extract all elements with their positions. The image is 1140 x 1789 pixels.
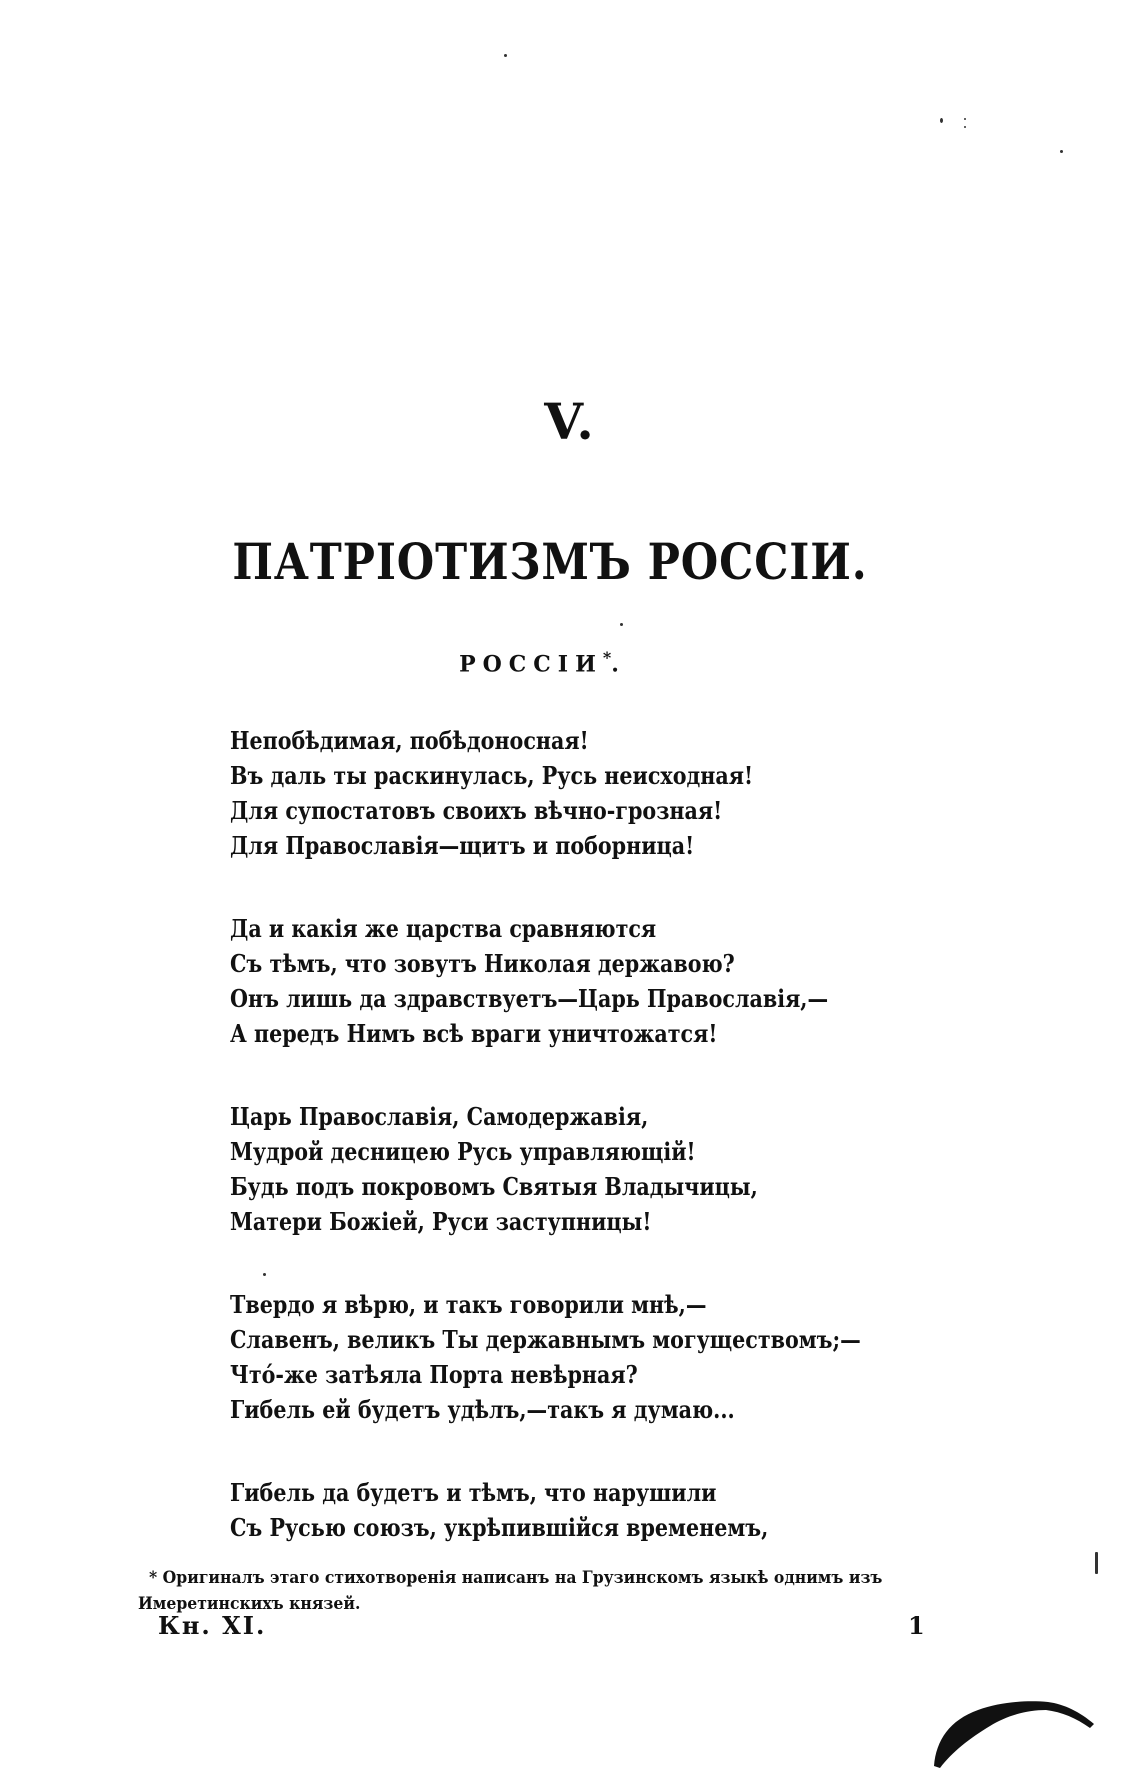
- poem-line: Для супостатовъ своихъ вѣчно-грозная!: [230, 796, 723, 825]
- scan-speck: [964, 118, 966, 120]
- footnote: * Оригиналъ этаго стихотворенія написанъ на Грузинскомъ языкѣ однимъ изъ Имеретинскихъ князей.: [138, 1568, 883, 1614]
- scan-speck: [964, 126, 966, 128]
- footnote-marker: *: [602, 648, 612, 667]
- poem-line: Съ тѣмъ, что зовутъ Николая державою?: [230, 949, 735, 978]
- page-number: 1: [908, 1611, 925, 1640]
- poem-title-end: .: [611, 651, 626, 678]
- stanza: [230, 1287, 870, 1427]
- signature-mark: Кн. XI.: [158, 1611, 267, 1640]
- poem-line: Матери Божіей, Руси заступницы!: [230, 1207, 652, 1236]
- poem-line: Царь Православія, Самодержавія,: [230, 1102, 649, 1131]
- poem-line: Съ Русью союзъ, укрѣпившійся временемъ,: [230, 1513, 769, 1542]
- section-number: V.: [544, 392, 596, 451]
- poem-line: Твердо я вѣрю, и такъ говорили мнѣ,—: [230, 1290, 707, 1319]
- poem-line: Будь подъ покровомъ Святыя Владычицы,: [230, 1172, 758, 1201]
- poem-line: Мудрой десницею Русь управляющій!: [230, 1137, 696, 1166]
- poem-line: Гибель ей будетъ удѣлъ,—такъ я думаю...: [230, 1395, 735, 1424]
- poem-line: Гибель да будетъ и тѣмъ, что нарушили: [230, 1478, 717, 1507]
- stanza: [230, 911, 870, 1051]
- scan-speck: [1060, 150, 1063, 153]
- scan-speck: [1095, 1552, 1098, 1574]
- stanza: [230, 1099, 870, 1239]
- scan-speck: [620, 623, 623, 626]
- poem-body: [230, 723, 870, 1593]
- poem-title-text: РОССІИ: [459, 651, 603, 678]
- page-corner-blot: [930, 1680, 1100, 1770]
- scan-speck: [504, 54, 507, 57]
- poem-line: Для Православія—щитъ и поборница!: [230, 831, 695, 860]
- scan-speck: [940, 118, 943, 123]
- poem-line: Непобѣдимая, побѣдоносная!: [230, 726, 589, 755]
- main-title: ПАТРІОТИЗМЪ РОССІИ.: [232, 532, 868, 591]
- poem-line: Чтó-же затѣяла Порта невѣрная?: [230, 1360, 638, 1389]
- poem-line: Да и какія же царства сравняются: [230, 914, 657, 943]
- poem-line: Онъ лишь да здравствуетъ—Царь Православія,—: [230, 984, 829, 1013]
- poem-title: [0, 648, 1085, 677]
- poem-line: А передъ Нимъ всѣ враги уничтожатся!: [230, 1019, 718, 1048]
- poem-line: Славенъ, великъ Ты державнымъ могуществомъ;—: [230, 1325, 861, 1354]
- stanza: [230, 723, 870, 863]
- stanza: [230, 1475, 870, 1545]
- poem-line: Въ даль ты раскинулась, Русь неисходная!: [230, 761, 754, 790]
